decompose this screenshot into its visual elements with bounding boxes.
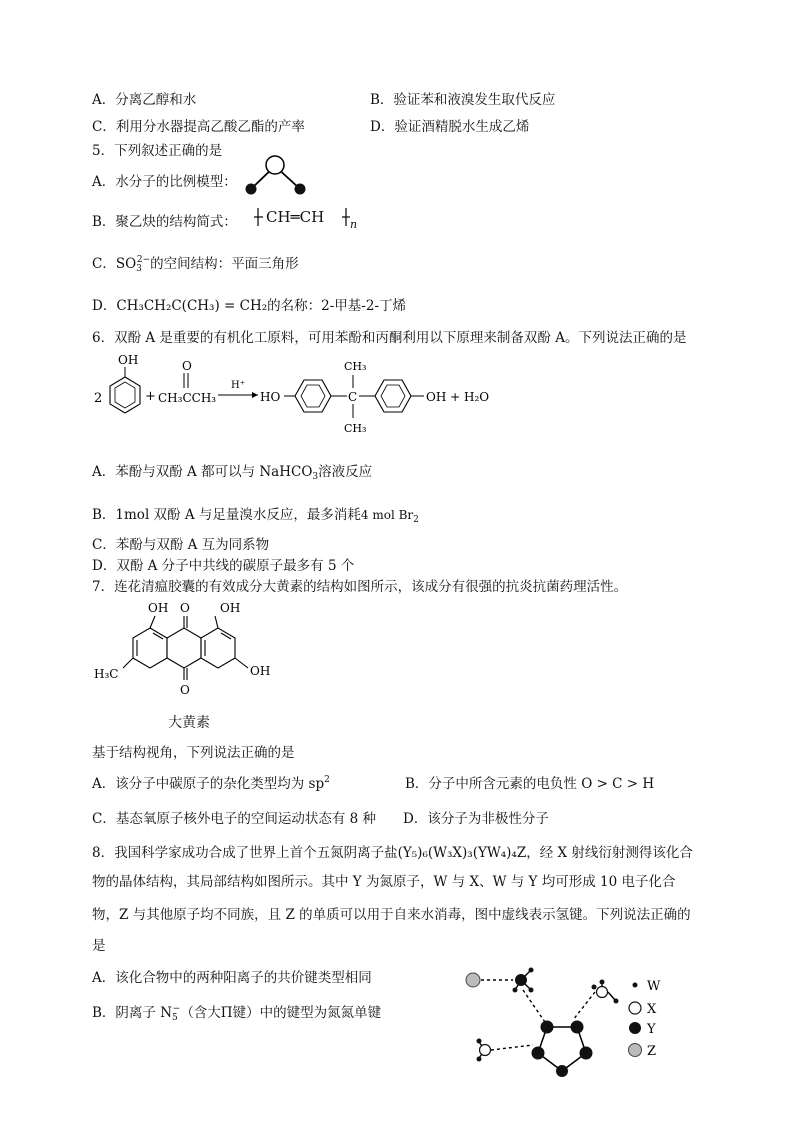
q6-option-a-tail: 溶液反应 bbox=[318, 464, 373, 480]
q5-option-c bbox=[92, 252, 299, 274]
emodin-methyl: H₃C bbox=[94, 667, 119, 681]
q4-option-b: B．验证苯和液溴发生取代反应 bbox=[370, 92, 556, 108]
crystal-structure-diagram bbox=[455, 960, 675, 1078]
q6-option-d: D．双酚 A 分子中共线的碳原子最多有 5 个 bbox=[92, 558, 355, 574]
q8-option-b-text: B．阴离子 N bbox=[92, 1005, 173, 1021]
pentazole-ring bbox=[538, 1027, 586, 1071]
q4-option-a: A．分离乙醇和水 bbox=[92, 92, 197, 108]
methyl-top-label: CH₃ bbox=[344, 360, 367, 373]
emodin-oh-bottom-right: OH bbox=[250, 664, 271, 678]
sp2-superscript: 2 bbox=[324, 775, 330, 785]
q8-line-3: 物，Z 与其他原子均不同族，且 Z 的单质可以用于自来水消毒，图中虚线表示氢键。下列说法正确的 bbox=[92, 907, 691, 923]
bisphenol-a-reaction bbox=[88, 350, 508, 440]
acetone-o-label: O bbox=[182, 359, 192, 373]
emodin-structure bbox=[90, 598, 300, 700]
q5-option-d bbox=[92, 294, 406, 314]
n5-subscript: 5 bbox=[172, 1013, 178, 1023]
q5-option-a: A．水分子的比例模型： bbox=[92, 174, 237, 190]
water-ball-model-icon bbox=[242, 153, 308, 199]
legend-w-label: W bbox=[647, 979, 661, 994]
q6-option-b bbox=[92, 503, 419, 525]
q7-option-c: C．基态氧原子核外电子的空间运动状态有 8 种 bbox=[92, 811, 377, 827]
q7-option-b: B．分子中所含元素的电负性 O > C > H bbox=[405, 776, 655, 792]
q5-option-d-formula: CH₃CH₂C(CH₃) = CH₂ bbox=[116, 298, 268, 314]
q7-intro: 基于结构视角，下列说法正确的是 bbox=[92, 745, 295, 761]
legend-y-marker bbox=[629, 1022, 641, 1034]
central-carbon-label: C bbox=[348, 390, 358, 404]
emodin-o-bottom: O bbox=[180, 683, 190, 697]
emodin-oh-left: OH bbox=[148, 601, 169, 615]
q8-line-2: 物的晶体结构，其局部结构如图所示。其中 Y 为氮原子，W 与 X、W 与 Y 均可形成 10 电子化合 bbox=[92, 874, 676, 890]
coefficient-label: 2 bbox=[94, 391, 103, 406]
q4-option-c: C．利用分水器提高乙酸乙酯的产率 bbox=[92, 119, 305, 135]
q8-line-4: 是 bbox=[92, 938, 106, 954]
bromine-amount: 4 mol Br bbox=[360, 508, 414, 522]
emodin-oh-right: OH bbox=[220, 601, 241, 615]
polyacetylene-n: n bbox=[350, 218, 358, 231]
nahco3-subscript: 3 bbox=[312, 472, 319, 482]
q6-option-a-text: A．苯酚与双酚 A 都可以与 NaHCO bbox=[92, 464, 313, 480]
q8-option-a: A．该化合物中的两种阳离子的共价键类型相同 bbox=[92, 970, 372, 986]
emodin-caption: 大黄素 bbox=[168, 715, 210, 731]
so3-formula: C．SO bbox=[92, 256, 137, 272]
q5-option-b: B．聚乙炔的结构简式： bbox=[92, 214, 237, 230]
catalyst-label: H⁺ bbox=[231, 380, 245, 391]
so3-charge: 2− bbox=[136, 255, 151, 265]
legend-w-marker bbox=[633, 983, 638, 988]
phenol-oh-label: OH bbox=[118, 353, 139, 367]
q8-line-1: 8．我国科学家成功合成了世界上首个五氮阴离子盐(Y₅)₆(W₃X)₃(YW₄)₄Z，经 X 射线衍射测得该化合 bbox=[92, 845, 693, 861]
legend-x-marker bbox=[629, 1002, 641, 1014]
polyacetylene-repeat-unit: CH═CH bbox=[266, 208, 325, 226]
acetone-formula: CH₃CCH₃ bbox=[158, 391, 217, 405]
q6-option-a bbox=[92, 460, 372, 482]
so3-subscript: 3 bbox=[136, 264, 142, 274]
atom-markers bbox=[466, 968, 619, 1078]
legend-y-label: Y bbox=[647, 1022, 656, 1037]
q5-option-d-text: 的名称：2-甲基-2-丁烯 bbox=[267, 298, 407, 314]
q8-option-b bbox=[92, 1001, 381, 1023]
methyl-bottom-label: CH₃ bbox=[344, 422, 367, 435]
q5-option-d-label: D． bbox=[92, 298, 117, 314]
emodin-o-top: O bbox=[180, 601, 190, 615]
q5-stem: 5．下列叙述正确的是 bbox=[92, 143, 223, 159]
q7-option-d: D．该分子为非极性分子 bbox=[403, 811, 549, 827]
legend-z-label: Z bbox=[647, 1044, 657, 1059]
q6-option-c: C．苯酚与双酚 A 互为同系物 bbox=[92, 537, 270, 553]
product-oh-water-label: OH + H₂O bbox=[426, 390, 490, 404]
plus-sign-1: + bbox=[145, 389, 156, 404]
q8-option-b-tail: （含大Π键）中的键型为氮氮单键 bbox=[180, 1005, 382, 1021]
q6-option-b-text: B．1mol 双酚 A 与足量溴水反应，最多消耗 bbox=[92, 507, 361, 523]
product-ho-label: HO bbox=[260, 390, 281, 404]
bromine-subscript: 2 bbox=[413, 515, 419, 525]
q7-option-a-text: A．该分子中碳原子的杂化类型均为 sp bbox=[92, 776, 325, 792]
q7-stem: 7．连花清瘟胶囊的有效成分大黄素的结构如图所示，该成分有很强的抗炎抗菌药理活性。 bbox=[92, 579, 628, 595]
diagram-legend bbox=[629, 979, 662, 1059]
legend-z-marker bbox=[629, 1044, 642, 1057]
q4-option-d: D．验证酒精脱水生成乙烯 bbox=[370, 119, 530, 135]
legend-x-label: X bbox=[647, 1002, 657, 1017]
q6-stem: 6．双酚 A 是重要的有机化工原料，可用苯酚和丙酮利用以下原理来制备双酚 A。下列说法正确的是 bbox=[92, 330, 687, 346]
q5-option-c-text: 的空间结构：平面三角形 bbox=[150, 256, 299, 272]
q7-option-a bbox=[92, 772, 330, 792]
n5-charge: − bbox=[172, 1004, 181, 1014]
